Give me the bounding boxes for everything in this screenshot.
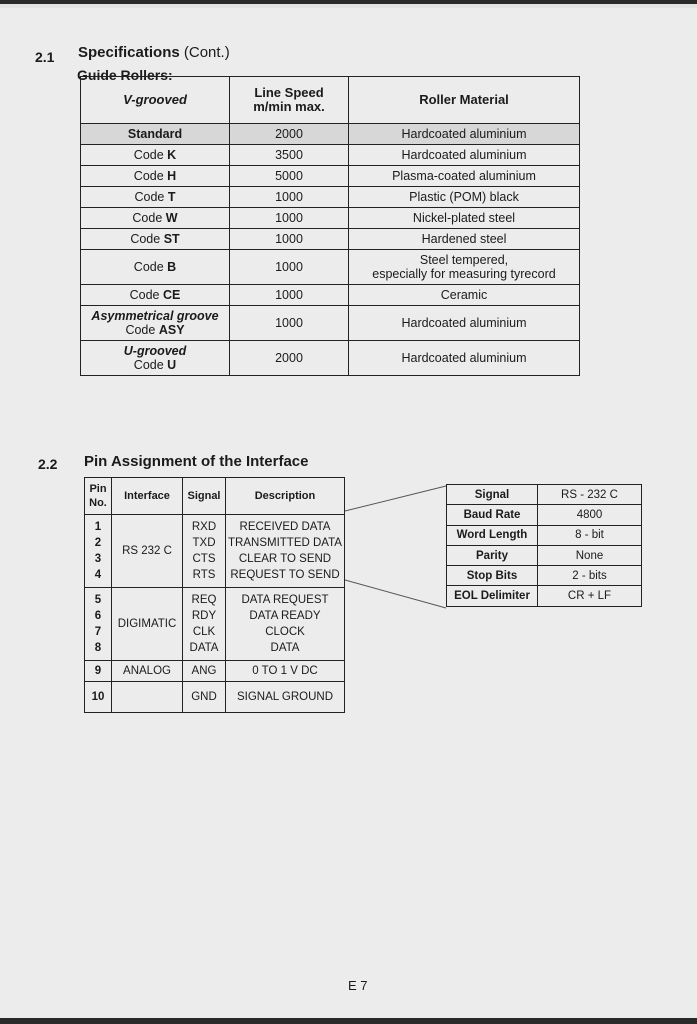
guide-rollers-title: Guide Rollers: xyxy=(77,67,173,83)
table-row xyxy=(81,187,580,208)
material-cell xyxy=(349,166,580,187)
pin-number: 6 xyxy=(94,610,102,622)
header-signal: Signal xyxy=(183,478,226,515)
header-interface: Interface xyxy=(112,478,183,515)
description-cell xyxy=(226,661,345,682)
page-shading xyxy=(0,4,697,8)
material-cell xyxy=(349,250,580,285)
line-speed-cell: 1000 xyxy=(230,306,349,341)
signal-name: RTS xyxy=(192,569,216,581)
table-row xyxy=(447,545,642,565)
section-title-cont: (Cont.) xyxy=(183,44,230,61)
description-text: CLOCK xyxy=(265,626,305,638)
pin-assignment-table xyxy=(84,477,345,713)
pin-number: 7 xyxy=(94,626,102,638)
material-cell xyxy=(349,285,580,306)
roller-code-prefix: Code xyxy=(130,232,161,246)
signal-name: REQ xyxy=(191,594,217,606)
signal-name: DATA xyxy=(189,642,219,654)
header-pin-no: Pin No. xyxy=(85,478,112,515)
section-title-22: Pin Assignment of the Interface xyxy=(84,453,309,470)
table-row xyxy=(447,505,642,525)
roller-code-cell xyxy=(81,229,230,250)
material-text: Hardcoated aluminium xyxy=(401,351,527,365)
header-v-grooved: V-grooved xyxy=(81,77,230,124)
description-cell xyxy=(226,515,345,588)
header-roller-material: Roller Material xyxy=(349,77,580,124)
interface-cell: RS 232 C xyxy=(112,515,183,588)
description-cell xyxy=(226,588,345,661)
signal-cell xyxy=(183,515,226,588)
roller-type-label: U-grooved xyxy=(123,344,187,358)
roller-code-cell xyxy=(81,341,230,376)
material-text: Nickel-plated steel xyxy=(412,211,516,225)
roller-code-cell xyxy=(81,208,230,229)
description-text: DATA REQUEST xyxy=(241,594,329,606)
serial-value: 2 - bits xyxy=(538,566,642,586)
description-cell xyxy=(226,682,345,713)
signal-cell xyxy=(183,661,226,682)
material-text: Hardcoated aluminium xyxy=(401,148,527,162)
roller-code: H xyxy=(167,169,177,183)
roller-code-prefix: Code xyxy=(133,260,164,274)
description-text: SIGNAL GROUND xyxy=(236,691,334,703)
material-text: Plasma-coated aluminium xyxy=(392,169,536,183)
table-row xyxy=(447,485,642,505)
table-row xyxy=(85,661,345,682)
roller-code-cell xyxy=(81,166,230,187)
material-cell xyxy=(349,187,580,208)
section-number-22: 2.2 xyxy=(38,456,58,472)
header-description: Description xyxy=(226,478,345,515)
serial-label: Baud Rate xyxy=(447,505,538,525)
roller-code-prefix: Code xyxy=(129,288,160,302)
material-cell xyxy=(349,341,580,376)
pin-number: 10 xyxy=(91,691,105,703)
line-speed-cell: 2000 xyxy=(230,341,349,376)
roller-code: ST xyxy=(163,232,180,246)
signal-cell xyxy=(183,588,226,661)
table-row xyxy=(81,341,580,376)
material-text: Hardcoated aluminium xyxy=(401,127,527,141)
description-text: RECEIVED DATA xyxy=(239,521,331,533)
interface-cell: DIGIMATIC xyxy=(112,588,183,661)
roller-code: B xyxy=(167,260,177,274)
description-text: 0 TO 1 V DC xyxy=(252,665,318,677)
serial-label: Stop Bits xyxy=(447,566,538,586)
pin-number: 2 xyxy=(94,537,102,549)
roller-code-cell xyxy=(81,124,230,145)
table-row xyxy=(81,145,580,166)
roller-code-prefix: Code xyxy=(134,190,165,204)
serial-value: None xyxy=(538,545,642,565)
header-line-speed: Line Speed m/min max. xyxy=(230,77,349,124)
section-title-text: Specifications xyxy=(78,44,180,61)
line-speed-cell: 1000 xyxy=(230,208,349,229)
line-speed-cell: 3500 xyxy=(230,145,349,166)
table-row xyxy=(85,515,345,588)
table-row xyxy=(447,566,642,586)
table-row xyxy=(81,285,580,306)
serial-settings-table xyxy=(446,484,642,607)
signal-cell xyxy=(183,682,226,713)
pin-number: 5 xyxy=(94,594,102,606)
material-text-2: especially for measuring tyrecord xyxy=(372,267,556,281)
pin-number-cell xyxy=(85,661,112,682)
table-row xyxy=(447,586,642,606)
roller-code: Standard xyxy=(127,127,183,141)
pin-number: 9 xyxy=(94,665,102,677)
page-number: E 7 xyxy=(348,978,368,993)
line-speed-cell: 1000 xyxy=(230,187,349,208)
material-text: Ceramic xyxy=(440,288,488,302)
guide-rollers-body xyxy=(81,124,580,376)
roller-code: ASY xyxy=(158,323,185,337)
description-text: CLEAR TO SEND xyxy=(238,553,332,565)
signal-name: GND xyxy=(191,691,217,703)
table-row xyxy=(81,229,580,250)
material-cell xyxy=(349,208,580,229)
line-speed-cell: 1000 xyxy=(230,229,349,250)
description-text: TRANSMITTED DATA xyxy=(228,537,342,549)
serial-label: Parity xyxy=(447,545,538,565)
signal-name: CLK xyxy=(192,626,216,638)
material-cell xyxy=(349,145,580,166)
material-cell xyxy=(349,124,580,145)
roller-code-prefix: Code xyxy=(132,211,163,225)
signal-name: RXD xyxy=(191,521,217,533)
serial-settings-body xyxy=(447,485,642,607)
signal-name: ANG xyxy=(191,665,217,677)
pin-assignment-body xyxy=(85,515,345,713)
material-text: Steel tempered, xyxy=(419,253,509,267)
line-speed-cell: 1000 xyxy=(230,285,349,306)
material-text: Hardened steel xyxy=(421,232,507,246)
signal-name: TXD xyxy=(192,537,216,549)
signal-name: CTS xyxy=(192,553,216,565)
material-text: Plastic (POM) black xyxy=(409,190,519,204)
interface-cell xyxy=(112,682,183,713)
pin-number-cell xyxy=(85,588,112,661)
roller-code-cell xyxy=(81,285,230,306)
roller-code: CE xyxy=(163,288,181,302)
pin-number: 1 xyxy=(94,521,102,533)
guide-rollers-table xyxy=(80,76,580,376)
pin-number-cell xyxy=(85,515,112,588)
roller-code-prefix: Code xyxy=(133,148,164,162)
description-text: DATA xyxy=(270,642,300,654)
pin-number: 4 xyxy=(94,569,102,581)
roller-code-prefix: Code xyxy=(133,358,164,372)
pin-number: 3 xyxy=(94,553,102,565)
table-row xyxy=(81,208,580,229)
serial-label: Word Length xyxy=(447,525,538,545)
serial-value: RS - 232 C xyxy=(538,485,642,505)
roller-code: W xyxy=(165,211,178,225)
description-text: DATA READY xyxy=(249,610,321,622)
roller-code-prefix: Code xyxy=(133,169,164,183)
section-number: 2.1 xyxy=(35,49,55,65)
interface-cell: ANALOG xyxy=(112,661,183,682)
roller-code: T xyxy=(167,190,176,204)
roller-code-cell xyxy=(81,187,230,208)
table-row xyxy=(81,166,580,187)
pin-number-cell xyxy=(85,682,112,713)
table-row xyxy=(85,682,345,713)
table-header-row xyxy=(85,478,345,515)
roller-code-cell xyxy=(81,250,230,285)
line-speed-cell: 1000 xyxy=(230,250,349,285)
material-text: Hardcoated aluminium xyxy=(401,316,527,330)
table-row xyxy=(81,124,580,145)
table-row xyxy=(85,588,345,661)
roller-code-prefix: Code xyxy=(125,323,156,337)
roller-code: K xyxy=(167,148,177,162)
serial-value: 4800 xyxy=(538,505,642,525)
line-speed-cell: 5000 xyxy=(230,166,349,187)
signal-name: RDY xyxy=(191,610,217,622)
table-row xyxy=(447,525,642,545)
material-cell xyxy=(349,306,580,341)
serial-value: 8 - bit xyxy=(538,525,642,545)
roller-type-label: Asymmetrical groove xyxy=(91,309,219,323)
pin-number: 8 xyxy=(94,642,102,654)
roller-code-cell xyxy=(81,145,230,166)
roller-code-cell xyxy=(81,306,230,341)
roller-code: U xyxy=(167,358,177,372)
table-row xyxy=(81,306,580,341)
line-speed-cell: 2000 xyxy=(230,124,349,145)
serial-value: CR + LF xyxy=(538,586,642,606)
table-header-row xyxy=(81,77,580,124)
section-title xyxy=(78,44,230,61)
serial-label: EOL Delimiter xyxy=(447,586,538,606)
serial-label: Signal xyxy=(447,485,538,505)
table-row xyxy=(81,250,580,285)
material-cell xyxy=(349,229,580,250)
description-text: REQUEST TO SEND xyxy=(230,569,340,581)
